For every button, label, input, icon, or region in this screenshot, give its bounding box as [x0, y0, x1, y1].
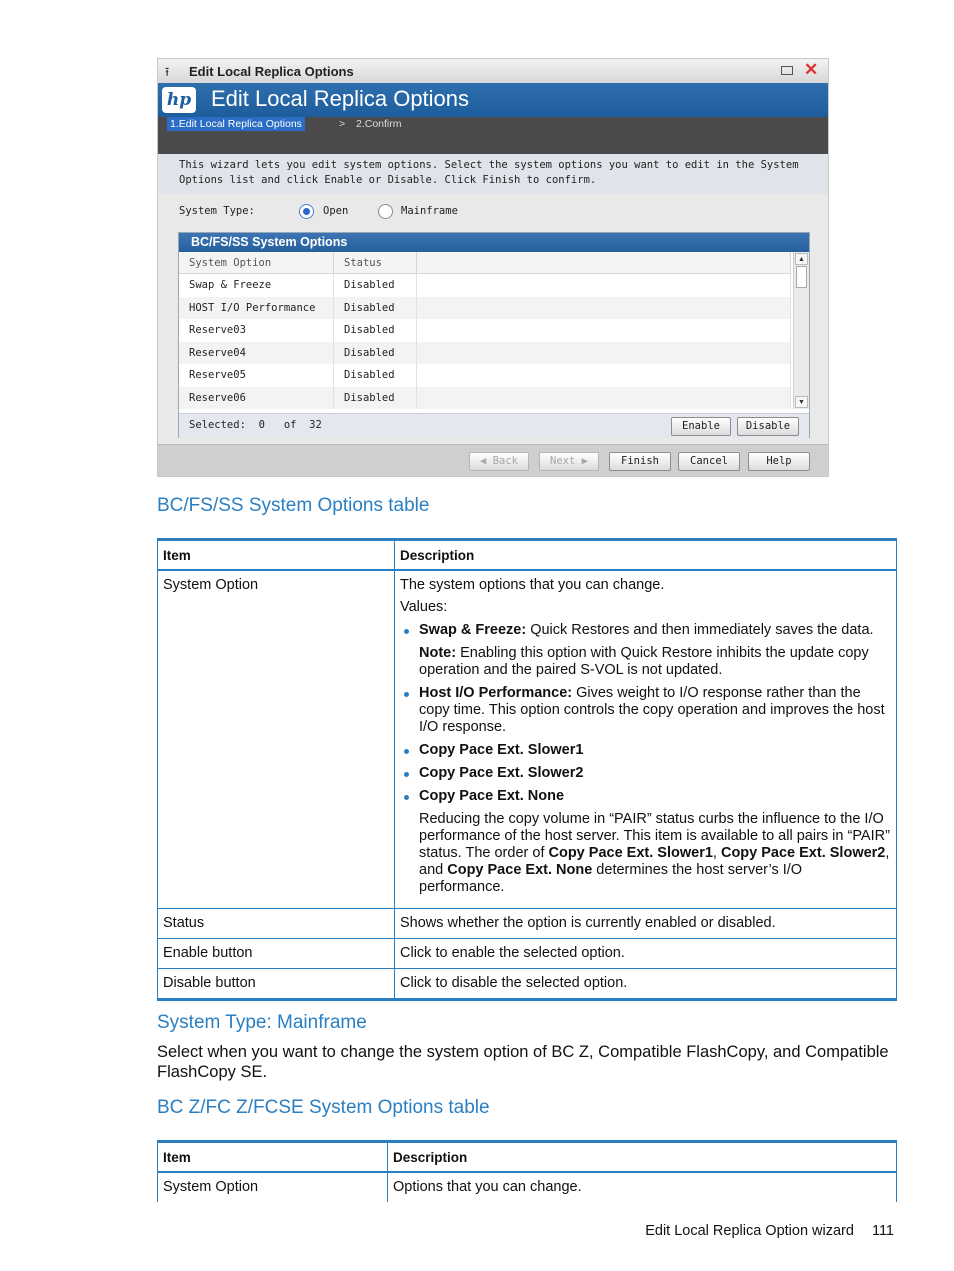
wizard-steps: [158, 117, 828, 154]
table-header-row: [179, 252, 791, 274]
table-row: [158, 570, 897, 909]
table-row[interactable]: [179, 364, 791, 387]
option-name: Reserve05: [179, 364, 334, 387]
panel-title-text: BC/FS/SS System Options: [191, 235, 348, 249]
maximize-icon[interactable]: [781, 66, 793, 75]
table-scrollbar[interactable]: [793, 252, 809, 409]
bold-part: Copy Pace Ext. None: [447, 862, 593, 878]
note: [419, 645, 891, 679]
term-desc: Gives weight to I/O response rather than the copy time. This option controls the copy operation and improves the host I/O response.: [419, 685, 885, 735]
option-status: Disabled: [334, 364, 417, 387]
intro-text: This wizard lets you edit system options. Select the system options you want to edit in the System Options list and click Enable or Disable. Click Finish to confirm.: [179, 159, 799, 186]
wizard-title: Edit Local Replica Options: [211, 86, 470, 111]
section-heading-system-type: System Type: Mainframe: [157, 1012, 367, 1033]
row-filler: [417, 342, 791, 365]
scroll-up-icon[interactable]: ▲: [795, 253, 808, 265]
option-name: Reserve06: [179, 387, 334, 410]
page-number: 111: [871, 1223, 894, 1239]
description-cell: [395, 570, 897, 909]
list-item: [419, 742, 891, 759]
options-footer: [179, 413, 809, 438]
copy-pace-explanation: [419, 811, 891, 896]
bcfs-options-table: [157, 538, 897, 1001]
term: Host I/O Performance:: [419, 685, 573, 701]
enable-button[interactable]: Enable: [671, 417, 731, 436]
list-item: [419, 788, 891, 896]
item-cell: Enable button: [158, 939, 395, 969]
term: Swap & Freeze:: [419, 622, 527, 638]
table-row[interactable]: [179, 387, 791, 410]
option-status: Disabled: [334, 342, 417, 365]
collapse-icon[interactable]: ⭱: [165, 65, 170, 79]
radio-open[interactable]: [299, 204, 314, 219]
next-button[interactable]: [539, 452, 599, 471]
row-filler: [417, 274, 791, 297]
window-title: Edit Local Replica Options: [189, 64, 354, 79]
term: Copy Pace Ext. Slower1: [419, 742, 584, 758]
disable-button[interactable]: Disable: [737, 417, 799, 436]
back-arrow-icon: ◀: [480, 455, 493, 467]
of-label: of: [283, 419, 297, 431]
system-options-panel-title: [179, 233, 809, 252]
description-cell: Click to enable the selected option.: [395, 939, 897, 969]
option-name: Reserve03: [179, 319, 334, 342]
col-filler: [417, 252, 791, 274]
section-heading-bcfs-table: BC/FS/SS System Options table: [157, 495, 430, 516]
bold-part: Copy Pace Ext. Slower1: [548, 845, 713, 861]
system-type-label: System Type:: [179, 205, 255, 217]
description-cell: Click to disable the selected option.: [395, 969, 897, 1000]
system-options-table: [179, 252, 791, 409]
option-status: Disabled: [334, 387, 417, 410]
term-desc: Quick Restores and then immediately saves the data.: [526, 622, 874, 638]
window-titlebar: [158, 59, 828, 84]
hp-logo: hp: [162, 87, 196, 113]
table-row[interactable]: [179, 342, 791, 365]
description-cell: Options that you can change.: [388, 1172, 897, 1202]
table-row[interactable]: [179, 297, 791, 320]
description-cell: Shows whether the option is currently enabled or disabled.: [395, 909, 897, 939]
section-heading-bcz-table: BC Z/FC Z/FCSE System Options table: [157, 1097, 490, 1118]
total-count: 32: [309, 419, 322, 431]
description-text: The system options that you can change.: [400, 577, 665, 593]
wizard-banner: [158, 83, 828, 117]
close-icon[interactable]: ✕: [804, 60, 819, 79]
option-status: Disabled: [334, 319, 417, 342]
table-header-row: [158, 540, 897, 571]
back-button[interactable]: [469, 452, 529, 471]
system-type-paragraph: Select when you want to change the system option of BC Z, Compatible FlashCopy, and Compatible FlashCopy SE.: [157, 1043, 889, 1081]
text-part: determines the host server’s I/O performance.: [419, 862, 803, 895]
text-part: Reducing the copy volume in “PAIR” status curbs the influence to the I/O performance of the host server. This item is available to all pairs in “PAIR” status. The order of: [419, 811, 890, 861]
term: Copy Pace Ext. Slower2: [419, 765, 584, 781]
wizard-nav-bar: [158, 444, 828, 477]
col-item: Item: [158, 1142, 388, 1173]
next-arrow-icon: ▶: [575, 455, 588, 467]
item-cell: Status: [158, 909, 395, 939]
table-row[interactable]: [179, 319, 791, 342]
scroll-down-icon[interactable]: ▼: [795, 396, 808, 408]
radio-open-label[interactable]: Open: [323, 205, 349, 217]
item-cell: System Option: [158, 570, 395, 909]
selected-count: 0: [258, 419, 265, 431]
col-item: Item: [158, 540, 395, 571]
text-part: , and: [419, 845, 890, 878]
cancel-button[interactable]: Cancel: [678, 452, 740, 471]
row-filler: [417, 364, 791, 387]
table-row: [158, 969, 897, 1000]
note-text: Enabling this option with Quick Restore inhibits the update copy operation and the paired S-VOL is not updated.: [419, 645, 869, 678]
term: Copy Pace Ext. None: [419, 788, 565, 804]
back-label: Back: [492, 455, 518, 467]
bcz-options-table: [157, 1140, 897, 1202]
scroll-thumb[interactable]: [796, 266, 807, 288]
edit-local-replica-options-window: [157, 58, 829, 477]
option-name: Swap & Freeze: [179, 274, 334, 297]
option-status: Disabled: [334, 274, 417, 297]
finish-button[interactable]: Finish: [609, 452, 671, 471]
radio-mainframe-label[interactable]: Mainframe: [401, 205, 458, 217]
step-edit-options: 1.Edit Local Replica Options: [167, 117, 305, 131]
item-cell: System Option: [158, 1172, 388, 1202]
table-row: [158, 909, 897, 939]
footer-title: Edit Local Replica Option wizard: [645, 1223, 854, 1239]
list-item: [419, 765, 891, 782]
option-status: Disabled: [334, 297, 417, 320]
col-system-option[interactable]: System Option: [179, 252, 334, 274]
selected-label: Selected:: [189, 419, 246, 431]
item-cell: Disable button: [158, 969, 395, 1000]
values-list: [400, 622, 891, 896]
system-options-panel: [178, 232, 810, 438]
table-row: [158, 1172, 897, 1202]
values-label: Values:: [400, 599, 448, 615]
selection-count: [189, 419, 322, 431]
row-filler: [417, 297, 791, 320]
col-description: Description: [388, 1142, 897, 1173]
bold-part: Copy Pace Ext. Slower2: [720, 845, 886, 861]
next-label: Next: [550, 455, 576, 467]
list-item: [419, 622, 891, 679]
option-name: Reserve04: [179, 342, 334, 365]
row-filler: [417, 319, 791, 342]
col-description: Description: [395, 540, 897, 571]
table-header-row: [158, 1142, 897, 1173]
note-label: Note:: [419, 645, 457, 661]
help-button[interactable]: Help: [748, 452, 810, 471]
page-footer: [645, 1223, 894, 1239]
radio-mainframe[interactable]: [378, 204, 393, 219]
table-row[interactable]: [179, 274, 791, 297]
step-separator: >: [339, 118, 346, 130]
text-part: ,: [712, 845, 721, 861]
row-filler: [417, 387, 791, 410]
table-row: [158, 939, 897, 969]
list-item: [419, 685, 891, 736]
step-confirm: 2.Confirm: [356, 118, 402, 130]
wizard-intro: [158, 154, 828, 194]
option-name: HOST I/O Performance: [179, 297, 334, 320]
col-status[interactable]: Status: [334, 252, 417, 274]
